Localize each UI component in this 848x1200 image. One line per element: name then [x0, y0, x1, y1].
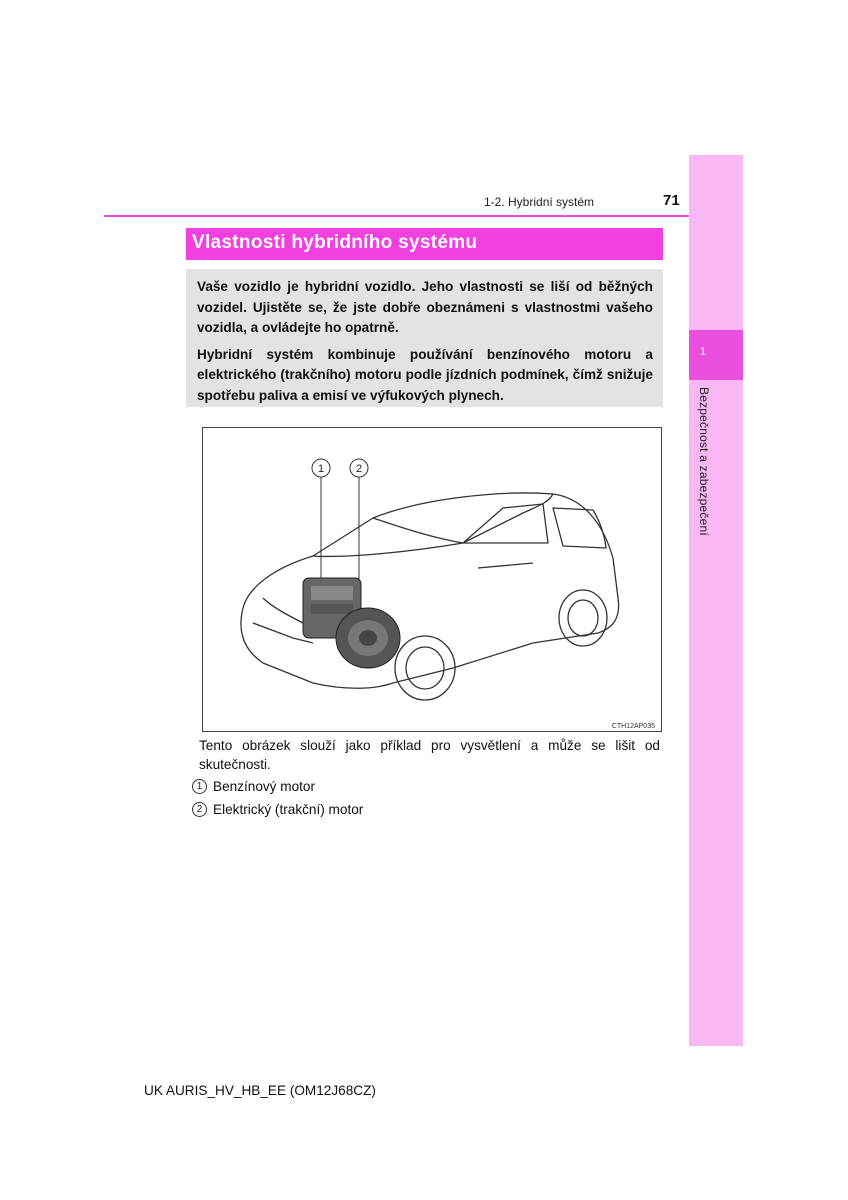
page-number: 71: [663, 192, 680, 209]
car-body: [241, 493, 619, 688]
electric-motor-block: [336, 608, 400, 668]
legend-label-2: Elektrický (trakční) motor: [213, 801, 364, 817]
car-drawing: [203, 428, 661, 731]
callout-2-label: 2: [355, 463, 363, 475]
legend-number-2: 2: [192, 802, 207, 817]
legend-number-1: 1: [192, 779, 207, 794]
car-wheels: [395, 590, 607, 700]
intro-box: [186, 269, 663, 407]
title-bar: [186, 228, 663, 260]
figure-code: CTH12AP035: [611, 723, 655, 730]
footer-code: UK AURIS_HV_HB_EE (OM12J68CZ): [144, 1083, 376, 1098]
section-heading: 1-2. Hybridní systém: [484, 195, 595, 209]
intro-paragraph-1: Vaše vozidlo je hybridní vozidlo. Jeho vlastnosti se liší od běžných vozidel. Ujistěte se, že jste dobře obeznámeni s vlastnostmi vašeho vozidla, a ovládejte ho opatrně.: [197, 279, 653, 335]
figure-caption: Tento obrázek slouží jako příklad pro vysvětlení a může se lišit od skutečnosti.: [199, 738, 660, 772]
car-illustration: [202, 427, 662, 732]
chapter-title: Bezpečnost a zabezpečení: [697, 387, 711, 536]
chapter-tab-active: [689, 330, 743, 380]
page-title: Vlastnosti hybridního systému: [192, 232, 478, 253]
intro-paragraph-2: Hybridní systém kombinuje používání benzínového motoru a elektrického (trakčního) motoru podle jízdních podmínek, čímž snižuje spotřebu paliva a emisí ve výfukových plynech.: [197, 346, 653, 403]
chapter-side-tab: [689, 155, 743, 1046]
header-rule: [104, 215, 689, 217]
legend-item-2: [192, 800, 363, 818]
chapter-number: 1: [700, 346, 707, 358]
callout-1: [312, 459, 330, 598]
callout-1-label: 1: [317, 463, 325, 475]
legend-item-1: [192, 777, 315, 795]
legend-label-1: Benzínový motor: [213, 778, 315, 794]
